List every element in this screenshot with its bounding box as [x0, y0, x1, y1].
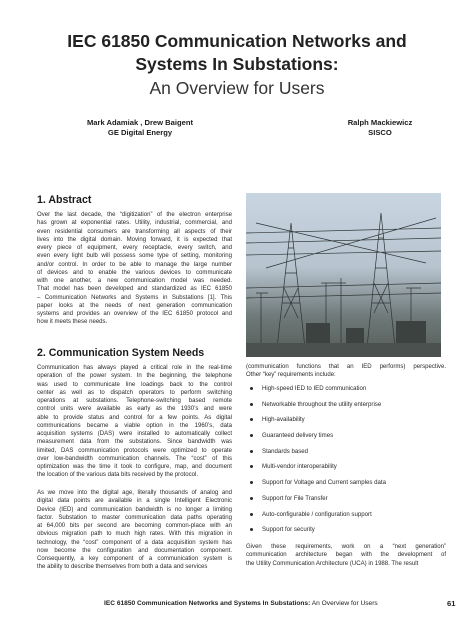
- abstract-paragraph: [37, 211, 232, 327]
- text-line: Device (IED) and communication bandwidth is no longer a limiting: [37, 506, 232, 513]
- bullet-dot-icon: [250, 528, 253, 531]
- text-line: even every light bulb will possess some type of setting, monitoring: [37, 253, 232, 260]
- list-item-label: Multi-vendor interoperability: [262, 463, 337, 471]
- text-line: now become the configuration and documentation component.: [37, 547, 232, 554]
- text-line: paper looks at the needs of next generation communication: [37, 302, 232, 309]
- list-item: [250, 401, 450, 417]
- text-line: digital data points are available in a single Intelligent Electronic: [37, 498, 232, 505]
- text-line: every piece of equipment, every receptacle, every switch, and: [37, 245, 232, 251]
- bullet-dot-icon: [250, 497, 253, 500]
- text-line: optimization was the time it took to configure, map, and document: [37, 464, 232, 470]
- text-line: center as well as to dispatch operators to perform switching: [37, 389, 232, 396]
- needs-paragraph-1: [37, 364, 232, 480]
- bullet-dot-icon: [250, 450, 253, 453]
- text-line: Communication has always played a critical role in the real-time: [37, 365, 232, 371]
- text-line: how it meets these needs.: [37, 319, 108, 326]
- bullet-dot-icon: [250, 418, 253, 421]
- substation-photo: [246, 193, 441, 357]
- list-item-label: Standards based: [262, 447, 309, 455]
- list-item: [250, 416, 450, 432]
- bullet-dot-icon: [250, 513, 253, 516]
- list-item-label: Support for File Transfer: [262, 494, 328, 502]
- list-item: [250, 432, 450, 448]
- text-line: at 64,000 bits per second are becoming common-place with an: [37, 523, 232, 529]
- text-line: has grown at exponential rates. Utility, industrial, commercial, and: [37, 220, 232, 227]
- text-line: As we move into the digital age, literally thousands of analog and: [37, 490, 232, 496]
- text-line: lives into the digital domain. Moving forward, it is expected that: [37, 236, 232, 243]
- text-line: technology, the “cost” component of a data acquisition system has: [37, 539, 232, 546]
- author-organization: GE Digital Energy: [107, 128, 173, 137]
- text-line: – Communication Networks and Systems in Substations [1]. This: [37, 294, 232, 301]
- footer-title-bold: IEC 61850 Communication Networks and Systems In Substations:: [104, 600, 311, 607]
- text-line: Given these requirements, work on a “next generation”: [246, 544, 446, 550]
- bullet-dot-icon: [250, 434, 253, 437]
- text-line: (communication functions that an IED performs) perspective.: [246, 364, 446, 370]
- needs-paragraph-2: [37, 489, 232, 572]
- list-item-label: Auto-configurable / configuration support: [262, 510, 372, 518]
- text-line: acquisition systems (DAS) were installed to automatically collect: [37, 431, 232, 437]
- text-line: the ability to describe themselves from both a data and services: [37, 564, 208, 571]
- list-item: [250, 511, 450, 527]
- text-line: factor. Substation to master communication data paths operating: [37, 514, 232, 521]
- title-line-2: Systems In Substations:: [135, 54, 339, 74]
- requirements-list: [250, 385, 450, 542]
- bullet-dot-icon: [250, 387, 253, 390]
- bullet-dot-icon: [250, 481, 253, 484]
- list-item: [250, 385, 450, 401]
- text-line: even residential consumers are transforming all aspects of their: [37, 228, 232, 235]
- text-line: and/or control. In order to be able to manage the large number: [37, 261, 232, 268]
- text-line: able to provide status and control for a few points. As digital: [37, 414, 232, 421]
- text-line: the Utility Communication Architecture (UCA) in 1988. The result: [246, 560, 419, 567]
- list-item-label: High-availability: [262, 416, 305, 424]
- list-item: [250, 495, 450, 511]
- needs-right-intro: [246, 363, 446, 380]
- text-line: control units were available as early as the 1930’s and were: [37, 406, 232, 413]
- paper-title: [20, 30, 454, 76]
- abstract-heading: 1. Abstract: [37, 194, 92, 206]
- author-organization: SISCO: [368, 128, 392, 137]
- needs-heading: 2. Communication System Needs: [37, 347, 205, 359]
- text-line: operations at substations. Telephone-switching based remote: [37, 398, 232, 404]
- list-item-label: Support for Voltage and Current samples data: [262, 479, 386, 487]
- text-line: Over the last decade, the “digitization” of the electron enterprise: [37, 212, 232, 218]
- text-line: Other “key” requirements include:: [246, 372, 336, 379]
- list-item: [250, 463, 450, 479]
- text-line: over low-bandwidth communication channels. The “cost” of this: [37, 455, 232, 462]
- list-item-label: High-speed IED to IED communication: [262, 385, 367, 392]
- text-line: the location of the various data bits received by the protocol.: [37, 472, 199, 479]
- text-line: obvious migration path to much high rates. With this migration in: [37, 531, 232, 538]
- text-line: communications became a viable option in the 1960’s, data: [37, 422, 232, 429]
- title-line-1: IEC 61850 Communication Networks and: [67, 31, 407, 51]
- author-names: Ralph Mackiewicz: [347, 118, 413, 127]
- list-item-label: Networkable throughout the utility enterprise: [262, 400, 382, 408]
- bullet-dot-icon: [250, 465, 253, 468]
- footer-title-normal: An Overview for Users: [310, 600, 378, 607]
- text-line: systems and provides an overview of the IEC 61850 protocol and: [37, 311, 232, 317]
- needs-closing-paragraph: [246, 543, 446, 568]
- text-line: with one another, a new communication model was needed.: [37, 278, 232, 284]
- list-item-label: Support for security: [262, 526, 315, 534]
- text-line: measurement data from the substations. Since bandwidth was: [37, 439, 232, 446]
- author-block-left: [60, 118, 220, 138]
- page-number: 61: [447, 599, 456, 608]
- list-item: [250, 448, 450, 464]
- text-line: was used to communicate line loadings back to the control: [37, 381, 232, 388]
- list-item: [250, 526, 450, 542]
- text-line: of devices and to enable the various devices to communicate: [37, 269, 232, 276]
- paper-subtitle: An Overview for Users: [149, 78, 325, 98]
- text-line: That model has been developed and standardized as IEC 61850: [37, 286, 232, 293]
- list-item: [250, 479, 450, 495]
- footer-running-title: [104, 600, 378, 607]
- author-block-right: [300, 118, 460, 138]
- text-line: communication architecture began with the development of: [246, 552, 446, 559]
- list-item-label: Guaranteed delivery times: [262, 432, 334, 440]
- bullet-dot-icon: [250, 403, 253, 406]
- author-names: Mark Adamiak , Drew Baigent: [86, 118, 194, 127]
- text-line: Consequently, a key component of a communication system is: [37, 556, 232, 562]
- text-line: operation of the power system. In the beginning, the telephone: [37, 373, 232, 380]
- text-line: limited, DAS communication protocols were optimized to operate: [37, 447, 232, 454]
